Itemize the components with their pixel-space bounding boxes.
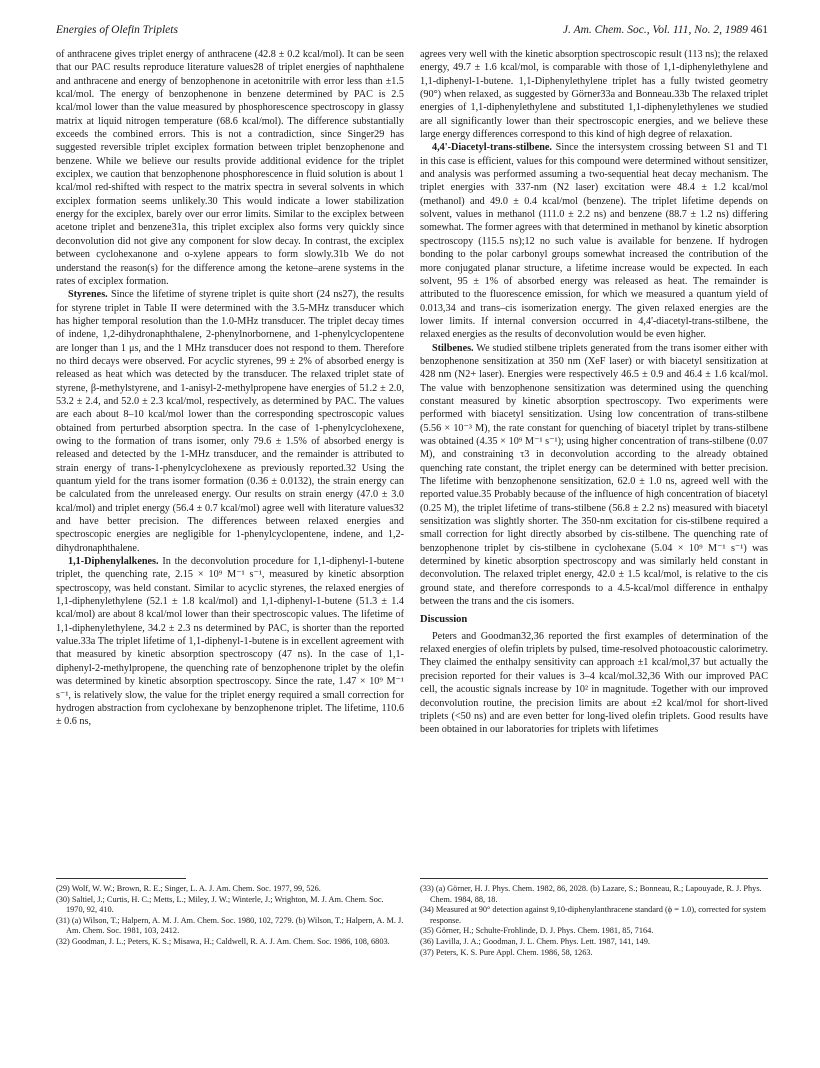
header-title: Energies of Olefin Triplets <box>56 24 178 36</box>
paragraph-styrenes <box>56 288 404 555</box>
footnote-32: (32) Goodman, J. L.; Peters, K. S.; Misawa, H.; Caldwell, R. A. J. Am. Chem. Soc. 1986, 108, 6803. <box>56 936 390 946</box>
paragraph-discussion: Peters and Goodman32,36 reported the first examples of determination of the relaxed energies of olefin triplets by pulsed, time-resolved photoacoustic calorimetry. They claimed the enthalpy sensitivity can approach ±1 kcal/mol,37 but actually the precision reported for their values is 3–4 kcal/mol.32,36 With our improved PAC cell, the acoustic signals increase by 10² in magnitude. Together with our improved deconvolution routine, the precision limits are about ±2 kcal/mol for short-lived triplets (<50 ns) and are even better for long-lived olefin triplets. Good results have been obtained in our laboratories for triplets with lifetimes <box>420 630 768 736</box>
footnotes-right <box>420 884 768 958</box>
text-styrenes: Since the lifetime of styrene triplet is quite short (24 ns27), the results for styrene triplet in Table II were determined with the 3.5-MHz transducer which has higher temporal resolution than the 1.0-MHz transducer. The triplet decay times of indene, 1,2-dihydronaphthalene, 2-phenylnorbornene, and 1-phenylcyclopentene are longer than 1 μs, and the 1 MHz transducer does not respond to them. Therefore no third decays were observed. For acyclic styrenes, 99 ± 2% of absorbed energy is released as heat which was detected by the transducer. The relaxed triplet state of styrene, β-methylstyrene, and 1-anisyl-2-methylpropene have energies of 51.2 ± 2.0, 53.2 ± 2.4, and 52.0 ± 2.3 kcal/mol, respectively, as determined by PAC. The values are each about 8–10 kcal/mol lower than the corresponding spectroscopic values obtained from perturbed absorption spectra. In the case of 1-phenylcyclohexene, owing to the formation of trans isomer, only 79.6 ± 1.5% of absorbed energy is released and detected by the 1-MHz transducer, and the remainder is attributed to strain energy of trans-1-phenylcyclohexene as previously reported.32 Using the quantum yield for the trans isomer formation (0.36 ± 0.0132), the strain energy can be calculated from the unreleased energy. Our results on strain energy (47.0 ± 3.0 kcal/mol) and triplet energy (56.4 ± 0.7 kcal/mol) agree well with literature values32 and have better precision. The differences between relaxed energies and spectroscopic energies are negligible for 1-phenylcyclopentene, indene, and 1,2-dihydronaphthalene. <box>56 289 404 554</box>
text-diphenylalkenes: In the deconvolution procedure for 1,1-diphenyl-1-butene triplet, the quenching rate, 2.15 × 10⁹ M⁻¹ s⁻¹, measured by kinetic absorption spectroscopy, was held constant. Similar to acyclic styrenes, the relaxed energies of 1,1-diphenylethylene (52.1 ± 1.8 kcal/mol) and 1,1-diphenyl-1-butene (51.3 ± 1.4 kcal/mol) are about 8 kcal/mol lower than their spectroscopic values. The lifetime of 1,1-diphenylethylene, 34.2 ± 2.3 ns determined by PAC, is shorter than the reported value.33a The triplet lifetime of 1,1-diphenyl-1-butene is in excellent agreement with that measured by kinetic absorption spectroscopy (47 ns). In the case of 1,1-diphenyl-2-methylpropene, the quenching rate of benzophenone triplet by the olefin was determined by kinetic absorption spectroscopy. Since the rate, 1.47 × 10⁹ M⁻¹ s⁻¹, is relatively slow, the value for the triplet energy required a small correction for hydrogen abstraction from cyclohexane by benzophenone triplet. The lifetime, 110.6 ± 0.6 ns, <box>56 556 404 728</box>
footnote-31: (31) (a) Wilson, T.; Halpern, A. M. J. Am. Chem. Soc. 1980, 102, 7279. (b) Wilson, T.; Halpern, A. M. J. Am. Chem. Soc. 1981, 103, 2412. <box>56 915 404 936</box>
section-heading-discussion: Discussion <box>420 614 468 626</box>
paragraph-stilbenes <box>420 342 768 609</box>
paragraph-diphenylethylene-continued: agrees very well with the kinetic absorption spectroscopic result (113 ns); the relaxed energy, 49.7 ± 1.6 kcal/mol, is comparable with those of 1,1-diphenylethylene and 1,1-diphenyl-1-butene. 1,1-Diphenylethylene triplet has a fully twisted geometry (90°) when relaxed, as suggested by Görner33a and Bonneau.33b The relaxed triplet energies of 1,1-diphenylethylene and substituted 1,1-diphenylethylenes we studied are all significantly lower than their spectroscopic energies, and we believe these large energy differences correspond to this kind of high degree of relaxation. <box>420 49 768 141</box>
heading-diphenylalkenes: 1,1-Diphenylalkenes. <box>68 556 159 568</box>
heading-diacetyl-stilbene: 4,4'-Diacetyl-trans-stilbene. <box>432 142 552 154</box>
footnote-30: (30) Saltiel, J.; Curtis, H. C.; Metts, L.; Miley, J. W.; Winterle, J.; Wrighton, M. J. Am. Chem. Soc. 1970, 92, 410. <box>56 894 384 915</box>
paragraph-anthracene-benzophenone: of anthracene gives triplet energy of anthracene (42.8 ± 0.2 kcal/mol). It can be seen that our PAC results reproduce literature values28 of triplet energies of naphthalene and anthracene and energy of benzophenone in acetonitrile with error less than ±1.5 kcal/mol. The energy of benzophenone in benzene determined by PAC is 2.5 kcal/mol lower than the value measured by phosphorescence spectroscopy in glassy matrix at liquid nitrogen temperature (68.6 kcal/mol). The difference substantially exceeds the combined errors. This is not a contradiction, since Singer29 has suggested reversible triplet exciplex formation between triplet benzophenone and benzene. While we believe our results provide additional evidence for the triplet exciplex, we caution that benzophenone phosphorescence in fluid solution is about 1 kcal/mol red-shifted with respect to the matrix spectra in several solvents in which exciplex formation seems unlikely.30 This would indicate a lower stabilization energy for the exciplex, barely over our error limits. Similar to the exciplex between acetone triplet and benzene31a, this triplet exciplex also forms very quickly since deconvolution did not give any component for slow decay. In contrast, the exciplex between cyclohexanone and o-xylene appears to form slowly.31b We do not understand the reason(s) for the difference among the ketone–arene systems in the rates of exciplex formation. <box>56 49 404 287</box>
footnote-33: (33) (a) Görner, H. J. Phys. Chem. 1982, 86, 2028. (b) Lazare, S.; Bonneau, R.; Lapouyade, R. J. Phys. Chem. 1984, 88, 18. <box>420 884 762 904</box>
page-number: 461 <box>750 24 768 36</box>
footnotes-left <box>56 884 404 948</box>
header-journal-citation: J. Am. Chem. Soc., Vol. 111, No. 2, 1989 <box>562 24 748 36</box>
paragraph-diphenylalkenes <box>56 555 404 728</box>
heading-styrenes: Styrenes. <box>68 289 108 301</box>
heading-stilbenes: Stilbenes. <box>432 342 474 354</box>
footnote-divider-right <box>420 878 768 879</box>
text-diacetyl-stilbene: Since the intersystem crossing between S1 and T1 in this case is efficient, values for this compound were determined without sensitizer, and analysis was performed assuming a two-sequential heat decay mechanism. The triplet energies with 337-nm (N2 laser) excitation were 48.4 ± 1.2 kcal/mol (methanol) and 49.0 ± 0.4 kcal/mol (benzene). The triplet lifetime depends on solvent, values in methanol (111.0 ± 2.2 ns) and benzene (88.7 ± 1.2 ns) differing somewhat. The former agrees with that determined in methanol by kinetic absorption spectroscopy (115.5 ns);12 no such value is available for benzene. If hydrogen bonding to the polar carbonyl groups somewhat increased the contribution of the more conjugated planar structure, a lifetime increase would be expected. In each solvent, 95 ± 1% of absorbed energy was released as heat. The remainder is attributed to the fluorescence emission, for which we measured a quantum yield of 0.013,34 and trans–cis isomerization energy. The given relaxed energies are the lower limits. If internal conversion occurred in 4,4'-diacetyl-trans-stilbene, the relaxed energies as the results of deconvolution would be even higher. <box>420 142 768 341</box>
footnote-37: (37) Peters, K. S. Pure Appl. Chem. 1986, 58, 1263. <box>420 947 593 957</box>
paragraph-diacetyl-stilbene <box>420 141 768 341</box>
footnote-36: (36) Lavilla, J. A.; Goodman, J. L. Chem. Phys. Lett. 1987, 141, 149. <box>420 936 650 946</box>
footnote-34: (34) Measured at 90° detection against 9,10-diphenylanthracene standard (ϕ = 1.0), corrected for system response. <box>420 905 766 925</box>
footnote-divider-left <box>56 878 186 879</box>
left-column <box>56 48 404 729</box>
text-stilbenes: We studied stilbene triplets generated from the trans isomer either with benzophenone sensitization at 350 nm (XeF laser) or with biacetyl sensitization at 428 nm (N2+ laser). Energies were respectively 46.5 ± 0.9 and 46.4 ± 1.6 kcal/mol. The value with benzophenone sensitization was determined using the quenching constant measured by kinetic absorption spectroscopy. Two experiments were performed with biacetyl sensitization. Using low concentration of trans-stilbene (5.56 × 10⁻³ M), the rate constant for quenching of biacetyl triplet by trans-stilbene was obtained (4.35 × 10⁹ M⁻¹ s⁻¹); using higher concentration of trans-stilbene (0.07 M), and constraining τ3 in deconvolution according to the already obtained quenching rate constant, the triplet energy can be determined with better precision. The lifetime with benzophenone sensitization, 62.0 ± 1.0 ns, agreed well with the reported value.35 Probably because of the influence of high concentration of biacetyl (0.25 M), the triplet lifetime of trans-stilbene (56.8 ± 2.2 ns) measured with biacetyl sensitization was slightly shorter. The 350-nm excitation for cis-stilbene required a small correction for light directly absorbed by cis-stilbene. The quenching rate of benzophenone triplet by cis-stilbene in cyclohexane (5.04 × 10⁹ M⁻¹ s⁻¹) was determined by kinetic absorption spectroscopy and was similarly held constant in deconvolution. The relaxed triplet energy, 42.0 ± 1.5 kcal/mol, is relative to the cis ground state, and therefore corresponds to a 4.5-kcal/mol difference in enthalpy between the trans and the cis isomers. <box>420 342 768 608</box>
header-journal <box>563 24 768 36</box>
running-header <box>56 24 768 40</box>
footnote-35: (35) Görner, H.; Schulte-Frohlinde, D. J. Phys. Chem. 1981, 85, 7164. <box>420 926 654 936</box>
footnote-29: (29) Wolf, W. W.; Brown, R. E.; Singer, L. A. J. Am. Chem. Soc. 1977, 99, 526. <box>56 884 321 893</box>
right-column <box>420 48 768 737</box>
